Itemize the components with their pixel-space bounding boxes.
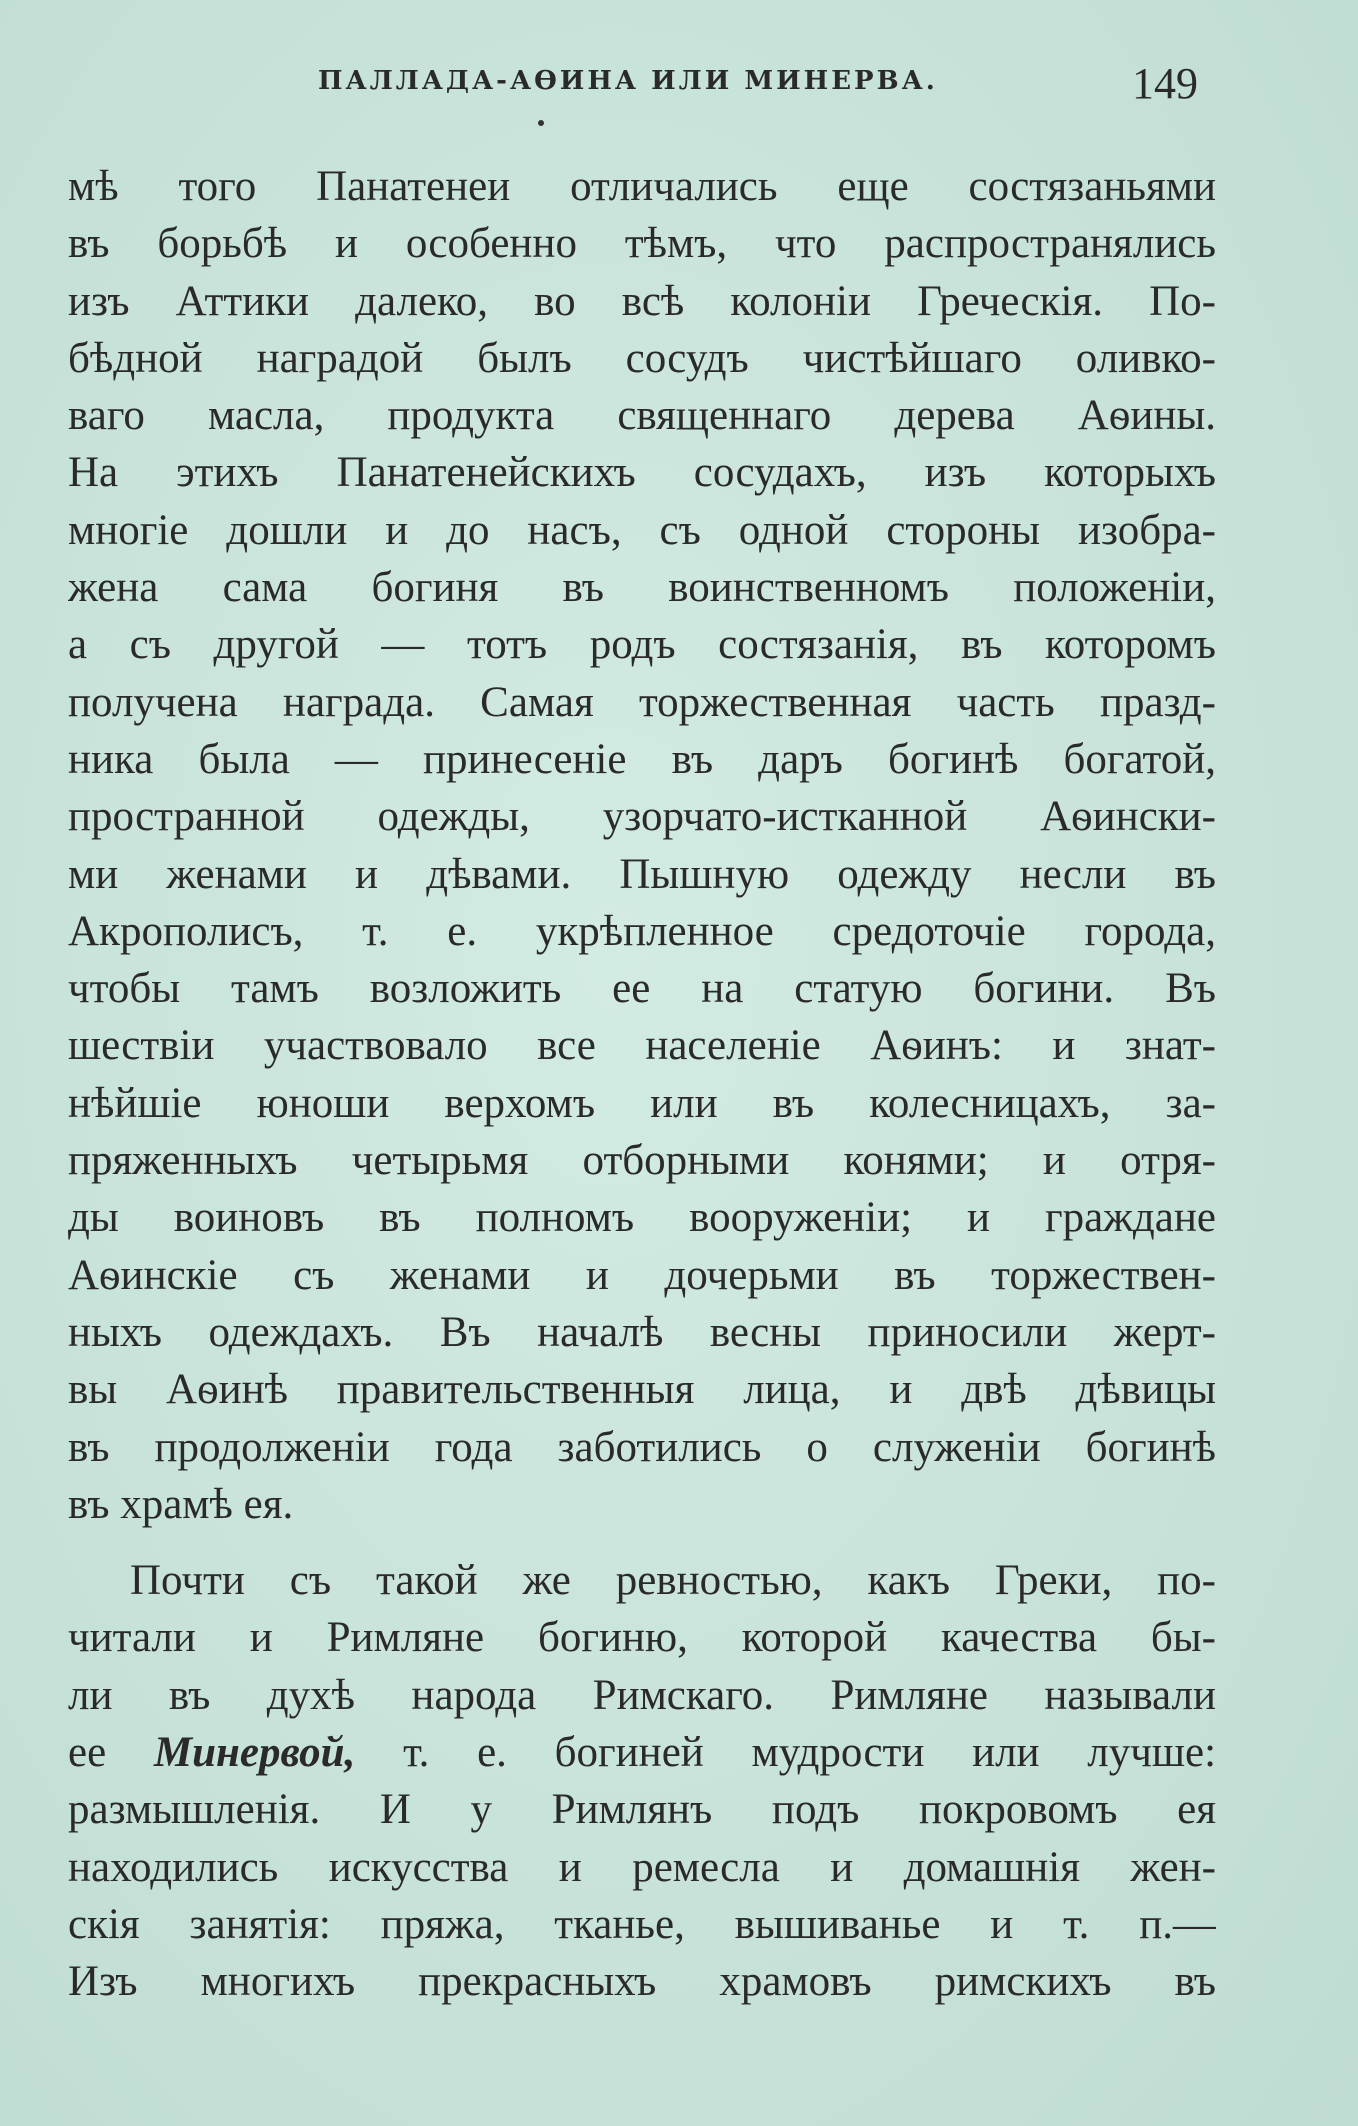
text-line: размышленія. И у Римлянъ подъ покровомъ ея: [68, 1786, 1216, 1834]
text-line: въ борьбѣ и особенно тѣмъ, что распространялись: [68, 220, 1216, 268]
text-line: изъ Аттики далеко, во всѣ колоніи Греческія. По-: [68, 277, 1216, 325]
text-line: читали и Римляне богиню, которой качества бы-: [68, 1614, 1216, 1662]
running-head: [318, 58, 1198, 108]
text-line: Аѳинскіе съ женами и дочерьми въ торжествен-: [68, 1251, 1216, 1299]
paragraph-1: [68, 158, 1216, 1533]
text-line: ды воиновъ въ полномъ вооруженіи; и граждане: [68, 1194, 1216, 1242]
text-line: Изъ многихъ прекрасныхъ храмовъ римскихъ въ: [68, 1958, 1216, 2006]
text-line: получена награда. Самая торжественная часть празд-: [68, 678, 1216, 726]
text-line: бѣдной наградой былъ сосудъ чистѣйшаго оливко-: [68, 334, 1216, 382]
text-line: ника была — принесеніе въ даръ богинѣ богатой,: [68, 735, 1216, 783]
text-line: вы Аѳинѣ правительственныя лица, и двѣ дѣвицы: [68, 1366, 1216, 1414]
text-line: находились искусства и ремесла и домашнія жен-: [68, 1843, 1216, 1891]
text-line: въ продолженіи года заботились о служеніи богинѣ: [68, 1423, 1216, 1471]
paragraph-2: [68, 1552, 1216, 2010]
text-line: а съ другой — тотъ родъ состязанія, въ которомъ: [68, 621, 1216, 669]
text-line: На этихъ Панатенейскихъ сосудахъ, изъ которыхъ: [68, 449, 1216, 497]
text-line: пряженныхъ четырьмя отборными конями; и отря-: [68, 1137, 1216, 1185]
text-line: мѣ того Панатенеи отличались еще состязаньями: [68, 163, 1216, 210]
text-line: ли въ духѣ народа Римскаго. Римляне называли: [68, 1671, 1216, 1719]
text-line: нѣйшіе юноши верхомъ или въ колесницахъ, за-: [68, 1079, 1216, 1127]
page-number: 149: [1132, 59, 1198, 108]
text-line: въ храмѣ ея.: [68, 1480, 294, 1528]
line-prefix: ее: [68, 1729, 107, 1777]
text-line: Акрополисъ, т. е. укрѣпленное средоточіе города,: [68, 907, 1216, 955]
text-line: скія занятія: пряжа, тканье, вышиванье и т. п.—: [68, 1900, 1216, 1948]
body-text: [68, 158, 1216, 2011]
text-line: ныхъ одеждахъ. Въ началѣ весны приносили жерт-: [68, 1308, 1216, 1356]
text-line: ми женами и дѣвами. Пышную одежду несли въ: [68, 850, 1216, 898]
text-line: Почти съ такой же ревностью, какъ Греки, по-: [130, 1557, 1216, 1605]
text-line: жена сама богиня въ воинственномъ положеніи,: [68, 564, 1216, 612]
text-line: многіе дошли и до насъ, съ одной стороны изобра-: [68, 506, 1216, 554]
text-line: шествіи участвовало все населеніе Аѳинъ: и знат-: [68, 1022, 1216, 1070]
text-line: пространной одежды, узорчато-истканной Аѳински-: [68, 793, 1216, 841]
print-dot: [538, 120, 544, 126]
text-line-with-emphasis: [68, 1724, 1216, 1781]
running-title: ПАЛЛАДА-АѲИНА ИЛИ МИНЕРВА.: [318, 66, 938, 96]
line-suffix: т. е. богиней мудрости или лучше:: [403, 1729, 1216, 1777]
text-line: ваго масла, продукта священнаго дерева Аѳины.: [68, 392, 1216, 440]
emphasized-word: Минервой,: [153, 1729, 356, 1777]
paragraph-gap: [68, 1533, 1216, 1552]
text-line: чтобы тамъ возложить ее на статую богини. Въ: [68, 965, 1216, 1013]
